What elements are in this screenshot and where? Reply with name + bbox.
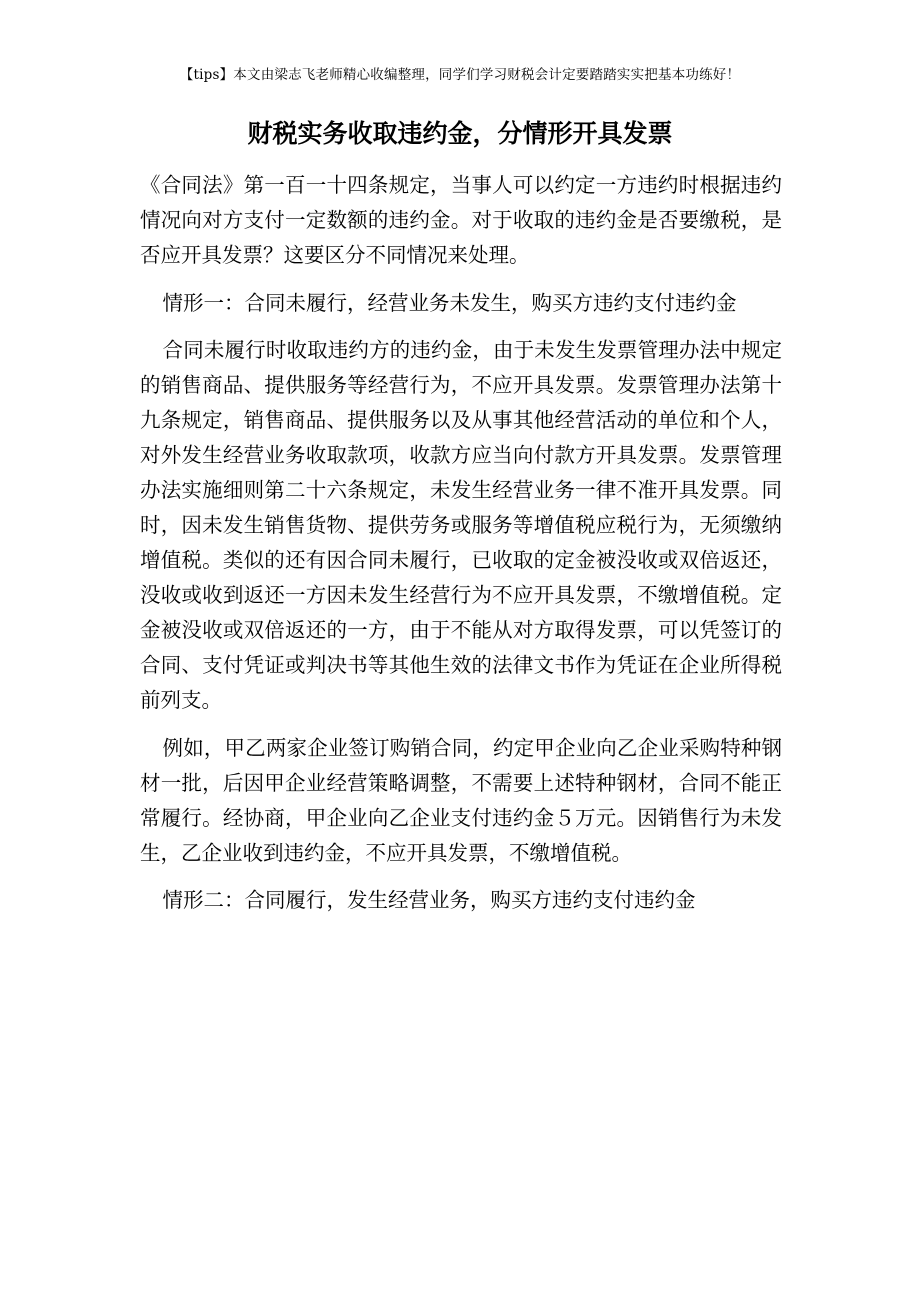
case-one-heading: 情形一：合同未履行，经营业务未发生，购买方违约支付违约金 xyxy=(162,290,737,315)
intro-paragraph: 《合同法》第一百一十四条规定，当事人可以约定一方违约时根据违约情况向对方支付一定数额的违约金。对于收取的违约金是否要缴税，是否应开具发票？这要区分不同情况来处理。 xyxy=(140,173,782,267)
document-title: 财税实务收取违约金，分情形开具发票 xyxy=(247,119,673,148)
tips-header: 【tips】本文由梁志飞老师精心收编整理，同学们学习财税会计定要踏踏实实把基本功练好！ xyxy=(179,67,741,83)
case-two-heading: 情形二：合同履行，发生经营业务，购买方违约支付违约金 xyxy=(162,888,696,912)
example-paragraph: 例如，甲乙两家企业签订购销合同，约定甲企业向乙企业采购特种钢材一批，后因甲企业经营策略调整，不需要上述特种钢材，合同不能正常履行。经协商，甲企业向乙企业支付违约金５万元。因销售行为未发生，乙企业收到违约金，不应开具发票，不缴增值税。 xyxy=(140,735,782,865)
document-body xyxy=(140,168,782,931)
case-one-paragraph: 合同未履行时收取违约方的违约金，由于未发生发票管理办法中规定的销售商品、提供服务等经营行为，不应开具发票。发票管理办法第十九条规定，销售商品、提供服务以及从事其他经营活动的单位和个人，对外发生经营业务收取款项，收款方应当向付款方开具发票。发票管理办法实施细则第二十六条规定，未发生经营业务一律不准开具发票。同时，因未发生销售货物、提供劳务或服务等增值税应税行为，无须缴纳增值税。类似的还有因合同未履行，已收取的定金被没收或双倍返还，没收或收到返还一方因未发生经营行为不应开具发票，不缴增值税。定金被没收或双倍返还的一方，由于不能从对方取得发票，可以凭签订的合同、支付凭证或判决书等其他生效的法律文书作为凭证在企业所得税前列支。 xyxy=(140,338,782,712)
